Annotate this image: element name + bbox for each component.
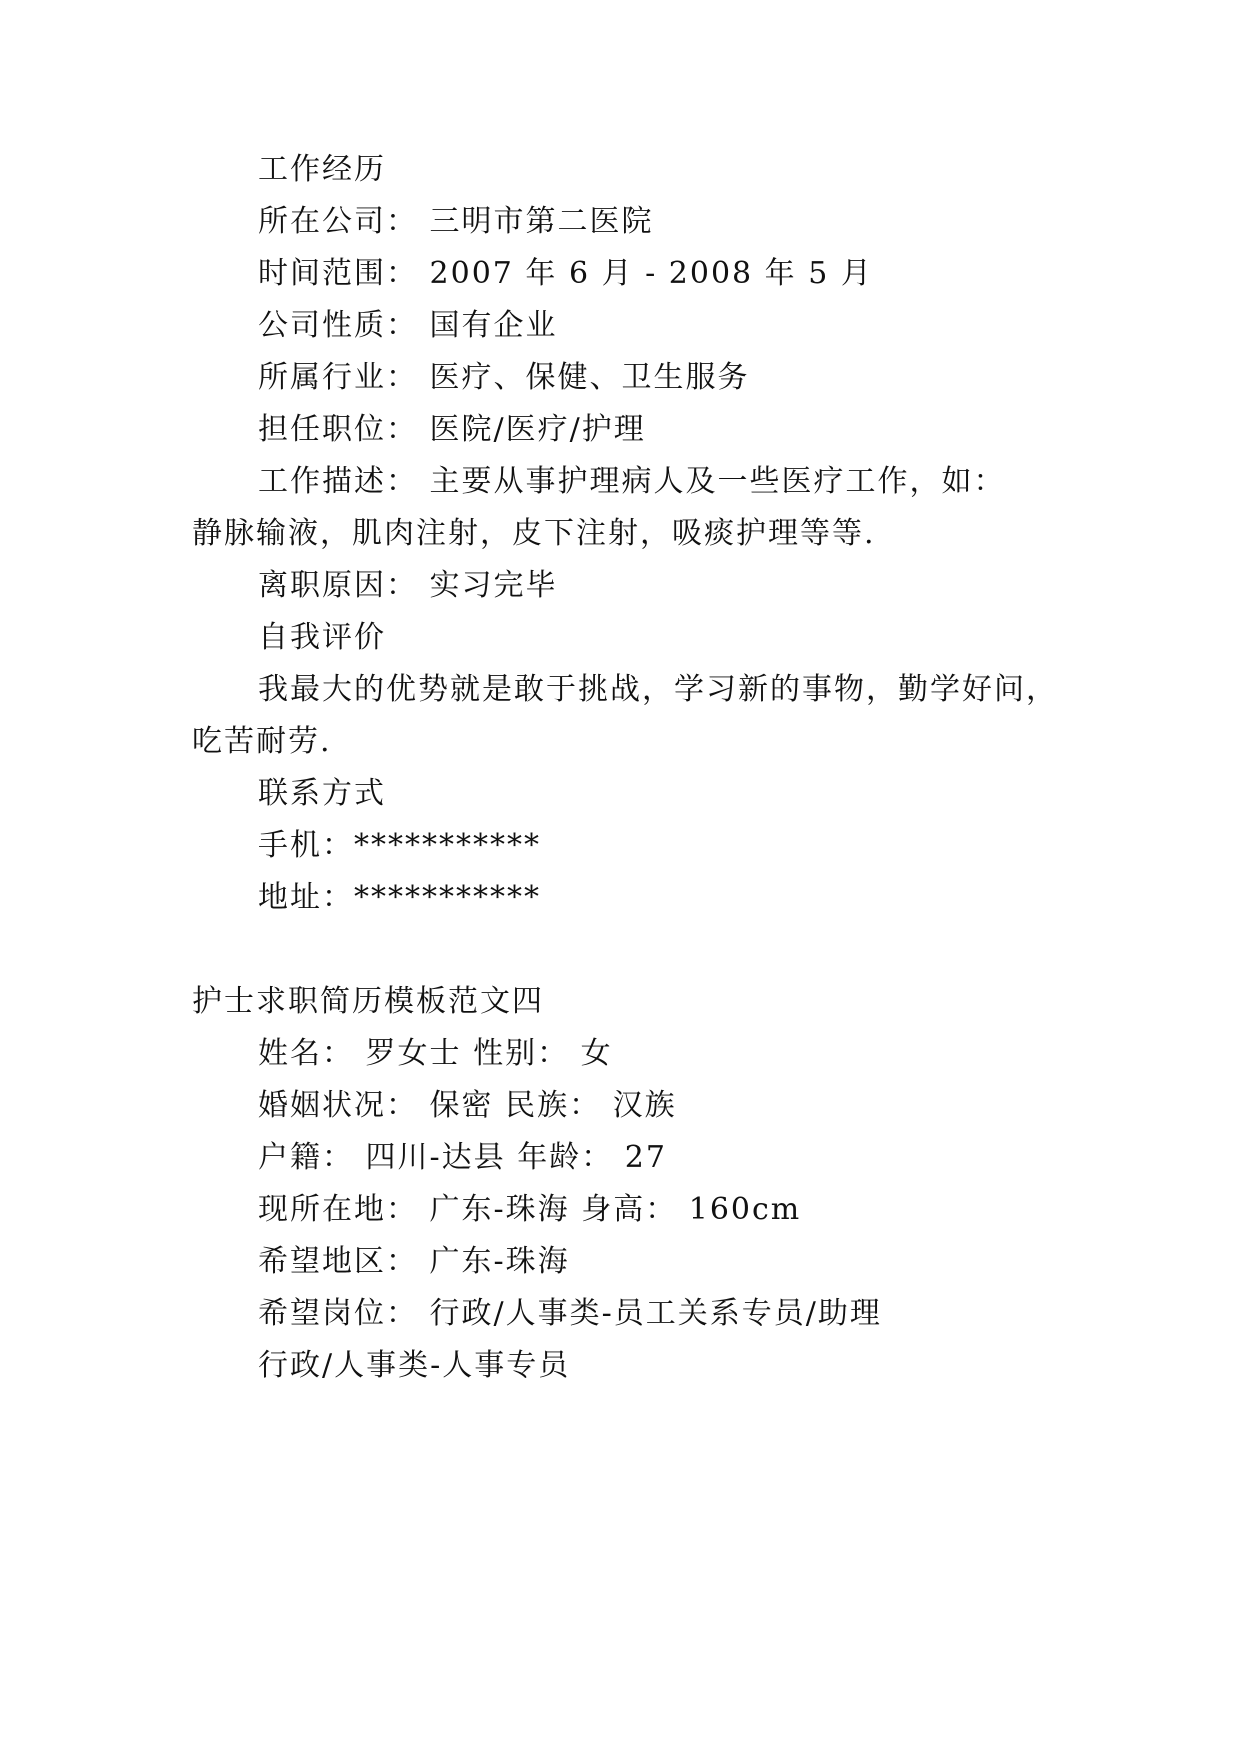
template-four-title: 护士求职简历模板范文四: [192, 984, 544, 1019]
work-experience-heading: 工作经历: [258, 152, 386, 187]
company-line: 所在公司： 三明市第二医院: [258, 204, 654, 239]
desired-post-line-2: 行政/人事类-人事专员: [258, 1348, 571, 1383]
address-line: 地址：***********: [258, 880, 541, 915]
leaving-reason-line: 离职原因： 实习完毕: [258, 568, 558, 603]
company-nature-line: 公司性质： 国有企业: [258, 308, 558, 343]
period-line: 时间范围： 2007 年 6 月 - 2008 年 5 月: [258, 256, 873, 291]
desired-area-line: 希望地区： 广东-珠海: [258, 1244, 570, 1279]
desired-post-line-1: 希望岗位： 行政/人事类-员工关系专员/助理: [258, 1296, 882, 1331]
job-description-line-2: 静脉输液，肌肉注射，皮下注射，吸痰护理等等.: [192, 516, 876, 551]
location-height-line: 现所在地： 广东-珠海 身高： 160cm: [258, 1192, 802, 1227]
self-evaluation-line-2: 吃苦耐劳.: [192, 724, 332, 759]
position-line: 担任职位： 医院/医疗/护理: [258, 412, 646, 447]
marital-ethnic-line: 婚姻状况： 保密 民族： 汉族: [258, 1088, 677, 1123]
phone-line: 手机：***********: [258, 828, 541, 863]
self-evaluation-line-1: 我最大的优势就是敢于挑战，学习新的事物，勤学好问，: [258, 672, 1058, 707]
hukou-age-line: 户籍： 四川-达县 年龄： 27: [258, 1140, 667, 1175]
job-description-line-1: 工作描述： 主要从事护理病人及一些医疗工作，如：: [258, 464, 1006, 499]
name-gender-line: 姓名： 罗女士 性别： 女: [258, 1036, 613, 1071]
self-evaluation-heading: 自我评价: [258, 620, 386, 655]
industry-line: 所属行业： 医疗、保健、卫生服务: [258, 360, 750, 395]
contact-heading: 联系方式: [258, 776, 386, 811]
